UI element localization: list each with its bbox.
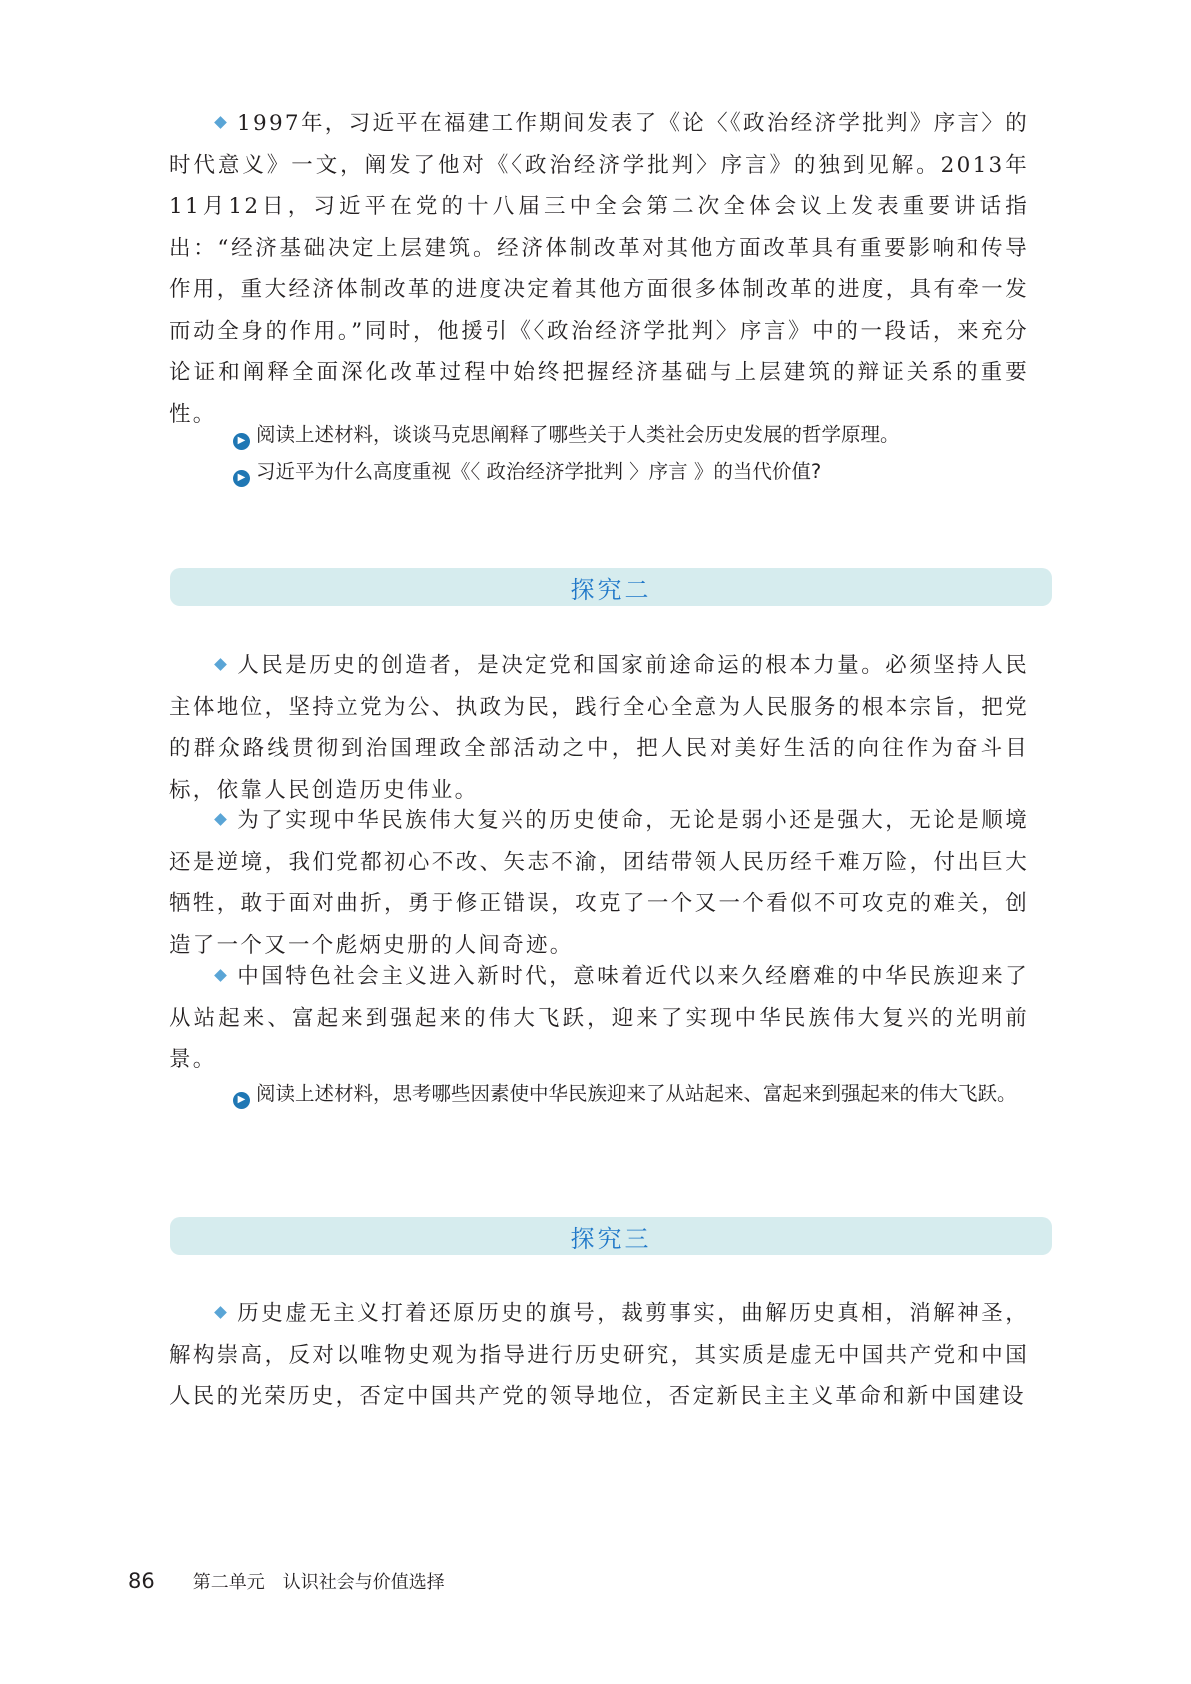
material-paragraph: 为了实现中华民族伟大复兴的历史使命，无论是弱小还是强大，无论是顺境还是逆境，我们党都初心不改、矢志不渝，团结带领人民历经千难万险，付出巨大牺牲，敢于面对曲折，勇于修正错误，攻克了一个又一个看似不可攻克的难关，创造了一个又一个彪炳史册的人间奇迹。 xyxy=(169,808,1029,958)
diamond-bullet-icon xyxy=(214,1306,227,1319)
question-item: ▶ 阅读上述材料，思考哪些因素使中华民族迎来了从站起来、富起来到强起来的伟大飞跃。 xyxy=(188,1074,1018,1114)
diamond-bullet-icon xyxy=(214,969,227,982)
unit-title: 第二单元 认识社会与价值选择 xyxy=(192,1572,445,1593)
question-item: ▶ 习近平为什么高度重视《〈 政治经济学批判 〉序言 》的当代价值? xyxy=(233,452,1033,492)
arrow-circle-icon: ▶ xyxy=(233,470,250,487)
diamond-bullet-icon xyxy=(214,658,227,671)
diamond-bullet-icon xyxy=(214,116,227,129)
material-paragraph: 历史虚无主义打着还原历史的旗号，裁剪事实，曲解历史真相，消解神圣，解构崇高，反对以唯物史观为指导进行历史研究，其实质是虚无中国共产党和中国人民的光荣历史，否定中国共产党的领导地位，否定新民主主义革命和新中国建设 xyxy=(169,1301,1029,1409)
section-title-bar xyxy=(170,1217,1052,1255)
question-item: ▶ 阅读上述材料，谈谈马克思阐释了哪些关于人类社会历史发展的哲学原理。 xyxy=(233,415,1033,455)
page-number: 86 xyxy=(128,1569,155,1593)
material-paragraph: 1997年，习近平在福建工作期间发表了《论〈《政治经济学批判》序言〉的时代意义》一文，阐发了他对《〈政治经济学批判〉序言》的独到见解。2013年11月12日，习近平在党的十八届三中全会第二次全体会议上发表重要讲话指出：“经济基础决定上层建筑。经济体制改革对其他方面改革具有重要影响和传导作用，重大经济体制改革的进度决定着其他方面很多体制改革的进度，具有牵一发而动全身的作用。”同时，他援引《〈政治经济学批判〉序言》中的一段话，来充分论证和阐释全面深化改革过程中始终把握经济基础与上层建筑的辩证关系的重要性。 xyxy=(169,111,1029,427)
arrow-circle-icon: ▶ xyxy=(233,1092,250,1109)
section-title: 探究二 xyxy=(570,575,652,604)
arrow-circle-icon: ▶ xyxy=(233,433,250,450)
material-paragraph: 中国特色社会主义进入新时代，意味着近代以来久经磨难的中华民族迎来了从站起来、富起来到强起来的伟大飞跃，迎来了实现中华民族伟大复兴的光明前景。 xyxy=(169,964,1029,1072)
section-title-bar xyxy=(170,568,1052,606)
material-paragraph: 人民是历史的创造者，是决定党和国家前途命运的根本力量。必须坚持人民主体地位，坚持立党为公、执政为民，践行全心全意为人民服务的根本宗旨，把党的群众路线贯彻到治国理政全部活动之中，把人民对美好生活的向往作为奋斗目标，依靠人民创造历史伟业。 xyxy=(169,653,1029,803)
section-title: 探究三 xyxy=(570,1224,652,1253)
diamond-bullet-icon xyxy=(214,813,227,826)
page-footer xyxy=(128,1568,445,1594)
